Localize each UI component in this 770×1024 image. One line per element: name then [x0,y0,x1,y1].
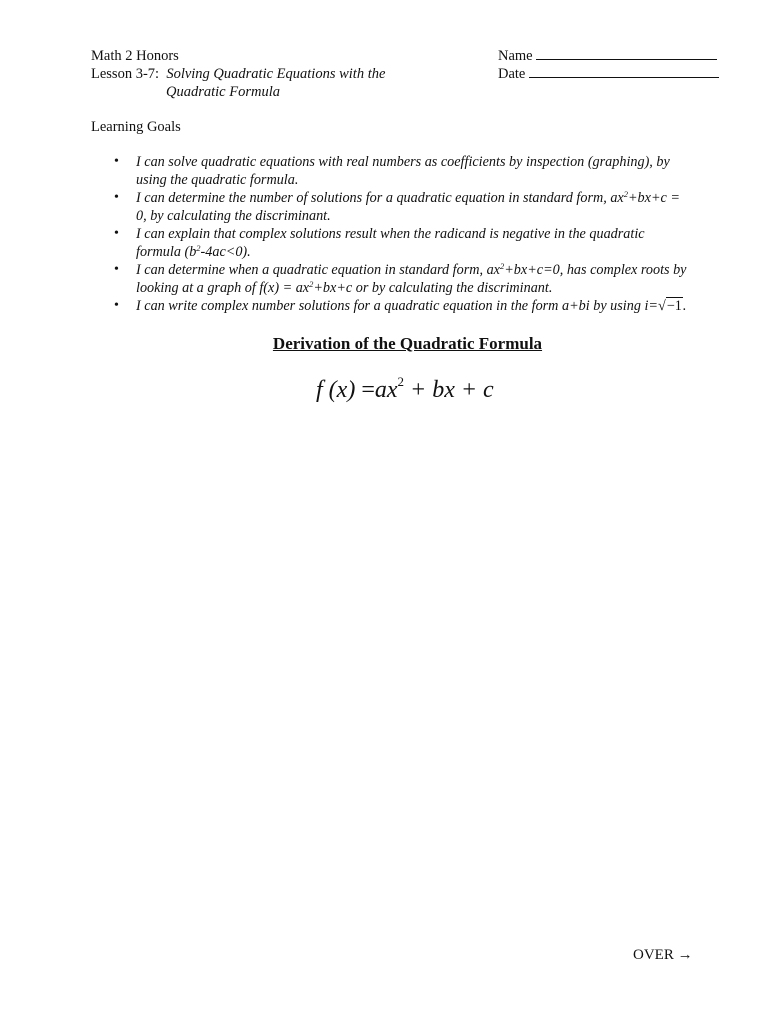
formula-exponent: 2 [397,374,405,389]
goal-item [114,189,728,225]
goal-item [114,261,728,297]
date-blank-line[interactable] [529,65,719,78]
section-title: Derivation of the Quadratic Formula [272,334,543,353]
exponent: 2 [309,279,314,289]
name-label: Name [498,48,533,64]
goal-text: +bx+c=0, has complex roots by [504,262,687,278]
bullet-icon: • [114,298,119,313]
goal-text: I can explain that complex solutions result when the radicand is negative in the quadratic [136,226,645,242]
header-right [498,47,719,83]
over-indicator: OVER → [633,947,693,963]
goal-text-end: . [682,298,687,314]
learning-goals-list [114,153,728,315]
goal-text: +bx+c or by calculating the discriminant. [313,280,553,296]
goal-text: I can solve quadratic equations with real numbers as coefficients by inspection (graphing), by [136,154,670,170]
lesson-title-line2: Quadratic Formula [166,84,280,100]
goal-text: +bx+c = [627,190,680,206]
course-title: Math 2 Honors [91,48,179,64]
formula-ax: ax [374,377,398,403]
lesson-line [91,65,385,83]
goal-text: I can write complex number solutions for a quadratic equation in the form a+bi by using i= [136,298,658,314]
formula-equals: = [355,377,375,403]
bullet-icon: • [114,226,119,241]
learning-goals-title: Learning Goals [91,119,181,135]
bullet-icon: • [114,154,119,169]
goal-text: 0, by calculating the discriminant. [136,208,331,224]
quadratic-function-formula [316,374,494,404]
radicand: −1 [666,298,682,314]
goal-item [114,225,728,261]
lesson-title-line1: Solving Quadratic Equations with the [166,66,386,82]
formula-function: f [316,377,323,403]
lesson-label: Lesson 3-7: [91,66,160,82]
formula-argument: (x) [328,377,356,403]
name-blank-line[interactable] [536,47,717,60]
formula-rest: + bx + c [404,377,494,403]
date-row [498,65,719,83]
goal-text: using the quadratic formula. [136,172,299,188]
exponent: 2 [623,189,628,199]
goal-item [114,153,728,189]
name-row [498,47,719,65]
goal-text: formula (b [136,244,197,260]
date-label: Date [498,66,526,82]
radical-sign: √ [657,298,666,314]
goal-text: -4ac<0). [200,244,251,260]
bullet-icon: • [114,262,119,277]
exponent: 2 [196,243,201,253]
goal-text: I can determine when a quadratic equation in standard form, ax [136,262,500,278]
bullet-icon: • [114,190,119,205]
goal-text: I can determine the number of solutions for a quadratic equation in standard form, ax [136,190,624,206]
goal-text: looking at a graph of f(x) = ax [136,280,310,296]
exponent: 2 [499,261,505,271]
header-left [91,47,385,101]
goal-item [114,297,728,315]
square-root [658,297,683,314]
